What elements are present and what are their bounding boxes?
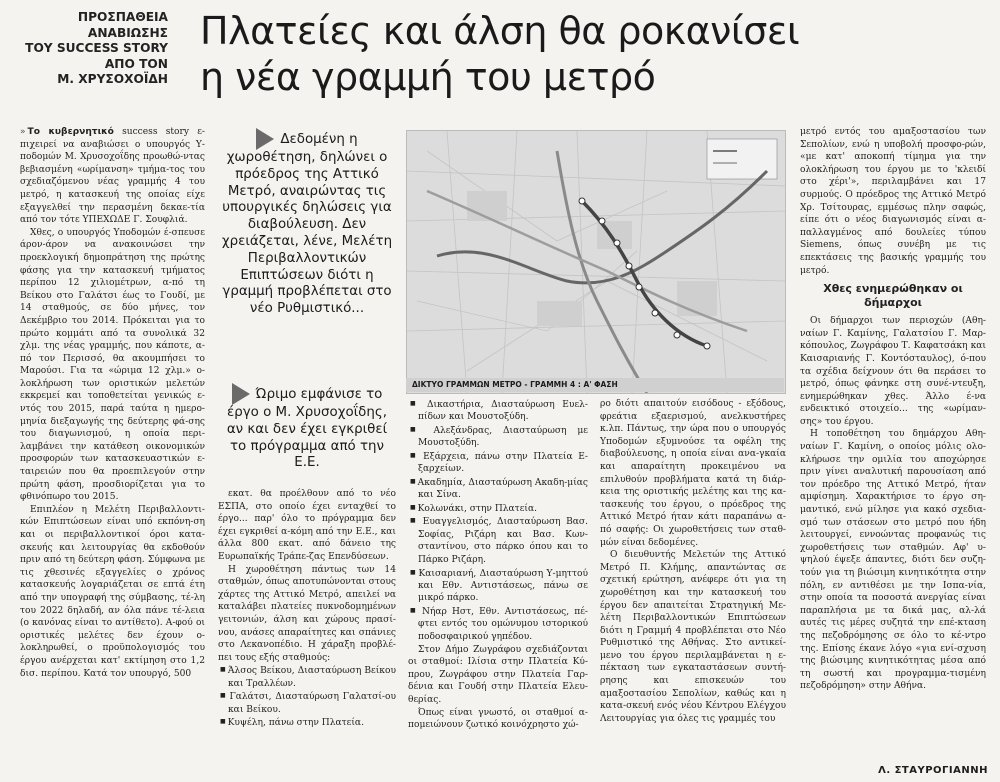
paragraph: Επιπλέον η Μελέτη Περιβαλλοντι-κών Επιπτώσεων είναι υπό εκπόνη-ση και οι περιβαλλοντικοί όροι κατα-σκευής και λειτουργίας θα εκδοθούν πριν από τη δεύτερη φάση. Σύμφωνα με τις χθεσινές εξαγγελίες ο χρόνος κατασκευής λογαριάζεται σε επτά έτη από την υπογραφή της σύμβασης, τέ-λη του 2022 δηλαδή, αν όλα πάνε τέ-λεια (ο κανόνας είναι το αντίθετο). Α-φού οι οριστικές μελέτες δεν έχουν ο-λοκληρωθεί, ο προϋπολογισμός του έργου ανέρχεται κατ' εκτίμηση στο 1,2 δισ. περίπου. Κατά τον υπουργό, 500: [20, 504, 205, 679]
list-item: ■ Ευαγγελισμός, Διασταύρωση Βασ. Σοφίας, Ριζάρη και Βασ. Κων-σταντίνου, στο πάρκο όπου και το Πάρκο Ριζάρη.: [408, 515, 588, 566]
kicker-line: ΤΟΥ SUCCESS STORY: [25, 41, 168, 55]
column-5: [800, 126, 986, 693]
column-4: [600, 398, 786, 725]
paragraph: Οι δήμαρχοι των περιοχών (Αθη-ναίων Γ. Καμίνης, Γαλατσίου Γ. Μαρ-κόπουλος, Ζωγράφου Τ. Καφατσάκη και Καισαριανής Γ. Κοντόσταυλος), ό-που τα σχέδια δείχνουν ότι θα περάσει το μετρό, όπως φάνηκε στη συνέ-ντευξη, ενημερώθηκαν χθες. Άλλο έ-να ενδεικτικό στοιχείο... της «ωρίμαν-σης» του έργου.: [800, 316, 986, 427]
list-item: ■ Νήαρ Ηστ, Εθν. Αντιστάσεως, πέ-φτει εντός του ομώνυμου ιστορικού ποδοσφαιρικού γηπέδου.: [408, 605, 588, 644]
kicker-line: ΠΡΟΣΠΑΘΕΙΑ: [77, 10, 168, 24]
pull-quote-1: [218, 128, 396, 318]
list-item: ■ Άλσος Βείκου, Διασταύρωση Βείκου και Τραλλέων.: [218, 664, 396, 690]
headline-line: Πλατείες και άλση θα ροκανίσει: [200, 9, 800, 53]
byline: Λ. ΣΤΑΥΡΟΓΙΑΝΝΗ: [878, 765, 988, 776]
list-item: ■ Εξάρχεια, πάνω στην Πλατεία Ε-ξαρχείων.: [408, 450, 588, 476]
map-graphic: [407, 131, 785, 393]
lead-text: Το κυβερνητικό: [27, 127, 114, 137]
triangle-icon: [256, 128, 274, 150]
paragraph: Όπως είναι γνωστό, οι σταθμοί α-πομειώνουν ζωτικό κοινόχρηστο χώ-: [408, 707, 588, 731]
paragraph: εκατ. θα προέλθουν από το νέο ΕΣΠΑ, στο οποίο έχει ενταχθεί το έργο... παρ' όλο το πρόγραμμα δεν έχει εγκριθεί α-κόμη από την Ε.Ε., και άλλα 800 εκατ. από δάνειο της Ευρωπαϊκής Τράπε-ζας Επενδύσεων.: [218, 489, 396, 562]
list-item: ■ Καισαριανή, Διασταύρωση Υ-μηττού και Εθν. Αντιστάσεως, πάνω σε μικρό πάρκο.: [408, 567, 588, 606]
list-item: ■ Ακαδημία, Διασταύρωση Ακαδη-μίας και Σίνα.: [408, 476, 588, 502]
kicker: [8, 10, 168, 88]
list-item: ■ Γαλάτσι, Διασταύρωση Γαλατσί-ου και Βείκου.: [218, 690, 396, 716]
list-item: ■ Κολωνάκι, στην Πλατεία.: [408, 502, 588, 515]
paragraph: Η χωροθέτηση πάντως των 14 σταθμών, όπως αποτυπώνονται στους χάρτες της Αττικό Μετρό, απειλεί να καταλάβει πλατείες πυκνοδομημένων γειτονιών, άλση και χώρους πρασί-νου, ανάσες απαραίτητες και σπάνιες στο Λεκανοπέδιο. Η χάραξη προβλέ-πει τους εξής σταθμούς:: [218, 564, 396, 663]
list-item: ■ Δικαστήρια, Διασταύρωση Ευελ-πίδων και Μουστοξύδη.: [408, 398, 588, 424]
paragraph: [20, 126, 205, 227]
kicker-line: Μ. ΧΡΥΣΟΧΟΪΔΗ: [57, 72, 168, 86]
metro-map: [406, 130, 786, 394]
kicker-line: ΑΝΑΒΙΩΣΗΣ: [87, 25, 168, 40]
column-3: [408, 398, 588, 732]
paragraph: Χθες, ο υπουργός Υποδομών έ-σπευσε άρον-άρον να ανακοινώσει την προεκλογική δημοπράτηση της πρώτης φάσης για την κατασκευή τμήματος περίπου 12 χιλιομέτρων, α-πό τη Βείκου στο Γαλάτσι έως το Γουδί, με 14 σταθμούς, σε δύο μήνες, τον Δεκέμβριο του 2014. Πρόκειται για το πρώτο κομμάτι από τα συνολικά 32 χλμ. της νέας γραμμής, που κάποτε, α-πό τον Περισσό, θα ακουμπήσει το Μαρούσι. Για τα «ώριμα 12 χλμ.» ο-λοκλήρωση των οριστικών μελετών εκκρεμεί και τοποθετείται γενικώς ε-ντός του 2015, παρά ταύτα η ημερο-μηνία διεξαγωγής της δεύτερης φά-σης του διαγωνισμού, η οποία περι-λαμβάνει την κατάθεση οικονομικών προσφορών των κατασκευαστικών ε-ταιρειών που θα προεπιλεγούν στην πρώτη φάση, προσδιορίζεται για το φθινόπωρο του 2015.: [20, 227, 205, 503]
pull-quote-2: [218, 383, 396, 472]
triangle-icon: [232, 383, 250, 405]
map-caption: ΔΙΚΤΥΟ ΓΡΑΜΜΩΝ ΜΕΤΡΟ - ΓΡΑΜΜΗ 4 : Α' ΦΑΣΗ: [406, 378, 784, 392]
paragraph: Στον Δήμο Ζωγράφου σχεδιάζονται οι σταθμοί: Ιλίσια στην Πλατεία Κύ-πρου, Ζωγράφου στην Πλατεία Γαρ-δένια και Γουδή στην Πλατεία Ελευ-θερίας.: [408, 644, 588, 706]
paragraph: Η τοποθέτηση του δημάρχου Αθη-ναίων Γ. Καμίνη, ο οποίος μόλις ολο-κλήρωσε την ομιλία του αποχώρησε πριν γίνει αναλυτική παρουσίαση από τον πρόεδρο της Αττικό Μετρό, ήταν αμφίσημη. Χαρακτήρισε το έργο ση-μαντικό, ενώ μίλησε για κακό σχεδια-σμό των στάσεων στο μετρό που ήδη λειτουργεί, εννοώντας προφανώς τις χωροθετήσεις των σταθμών. Αφ' υ-ψηλού έψεξε άπαντες, διότι δεν συζη-τούν για τη βιώσιμη κινητικότητα στην πόλη, εν αντιθέσει με την Ισπα-νία, στην οποία τα ποσοστά ανεργίας είναι παραπλήσια με τα δικά μας, αλ-λά αυτές τις μέρες συζητά την επέ-κταση της πεζοδρόμησης σε όλο το κέ-ντρο της. Επίσης έκανε λόγο «για ενί-σχυση της βιώσιμης κινητικότητας μέσα από τη σωστή και προγραμμα-τισμένη πεζοδρόμηση» στην Αθήνα.: [800, 429, 986, 692]
list-item: ■ Κυψέλη, πάνω στην Πλατεία.: [218, 716, 396, 729]
subheading: Χθες ενημερώθηκαν οι δήμαρχοι: [823, 282, 963, 310]
headline: [200, 8, 990, 100]
paragraph-text: success story ε-πιχειρεί να αναβιώσει ο υπουργός Υ-ποδομών Μ. Χρυσοχοΐδης προωθώ-ντας βεβιασμένη «ωρίμανση» τμήμα-τος του σχεδιαζόμενου νέας γραμμής 4 του μετρό, η κατασκευή της οποίας είχε εξαγγελθεί την περασμένη δεκαε-τία από τον τότε ΥΠΕΧΩΔΕ Γ. Σουφλιά.: [20, 127, 205, 226]
list-item: ■ Αλεξάνδρας, Διασταύρωση με Μουστοξύδη.: [408, 424, 588, 450]
kicker-line: ΑΠΟ ΤΟΝ: [104, 56, 168, 71]
paragraph: μετρό εντός του αμαξοστασίου των Σεπολίων, ενώ η υποβολή προσφο-ρών, «με κατ' αποκοπή τίμημα για την ολοκλήρωση του έργου με το 'κλειδί στο χέρι'», περιλαμβάνει και 17 συρμούς. Ο πρόεδρος της Αττικό Μετρό Χρ. Τσίτουρας, εμμέσως πλην σαφώς, είπε ότι ο νέος διαγωνισμός είναι α-παλλαγμένος από δουλείες τύπου Siemens, όπως συνέβη με τις επεκτάσεις της βασικής γραμμής του μετρό.: [800, 127, 986, 276]
paragraph: ρο διότι απαιτούν εισόδους - εξόδους, φρεάτια εξαερισμού, ανελκυστήρες κ.λπ. Πάντως, την ώρα που ο υπουργός Υποδομών εξυμνούσε τα οφέλη της διαβούλευσης, η οποία είναι ανα-γκαία και απαραίτητη προκειμένου να επιλυθούν προβλήματα κατά τη διάρ-κεια της οριστικής μελέτης και της κα-τασκευής του έργου, ο πρόεδρος της Αττικό Μετρό ήταν κάτι παραπάνω α-πό σαφής: Οι χωροθετήσεις των σταθ-μών είναι δεδομένες.: [600, 399, 786, 548]
pull-quote-text: Ώριμο εμφάνισε το έργο ο Μ. Χρυσοχοΐδης, αν και δεν έχει εγκριθεί το πρόγραμμα από την Ε.Ε.: [226, 387, 388, 471]
pull-quote-text: Δεδομένη η χωροθέτηση, δηλώνει ο πρόεδρος της Αττικό Μετρό, αναιρώντας τις υπουργικές δηλώσεις για διαβούλευση. Δεν χρειάζεται, λένε, Μελέτη Περιβαλλοντικών Επιπτώσεων διότι η γραμμή προβλέπεται στο νέο Ρυθμιστικό...: [221, 132, 393, 317]
column-1: [20, 126, 205, 680]
headline-line: η νέα γραμμή του μετρό: [200, 55, 656, 99]
paragraph: Ο διευθυντής Μελετών της Αττικό Μετρό Π. Κλήμης, απαντώντας σε σχετική ερώτηση, ανέφερε ότι για τη χωροθέτηση και την κατασκευή του έργου δεν απαιτείται Στρατηγική Με-λέτη Περιβαλλοντικών Επιπτώσεων διότι η Γραμμή 4 προβλέπεται στο Νέο Ρυθμιστικό της Αθήνας. Στο αντικεί-μενο του έργου περιλαμβάνεται η ε-πέκταση των εγκαταστάσεων συντή-ρησης και επισκευών του αμαξοστασίου Σεπολίων, καθώς και η κατα-σκευή ενός νέου Κέντρου Ελέγχου Λειτουργίας για όλες τις γραμμές του: [600, 550, 786, 724]
column-2: [218, 488, 396, 730]
arrow-icon: »: [20, 127, 26, 137]
